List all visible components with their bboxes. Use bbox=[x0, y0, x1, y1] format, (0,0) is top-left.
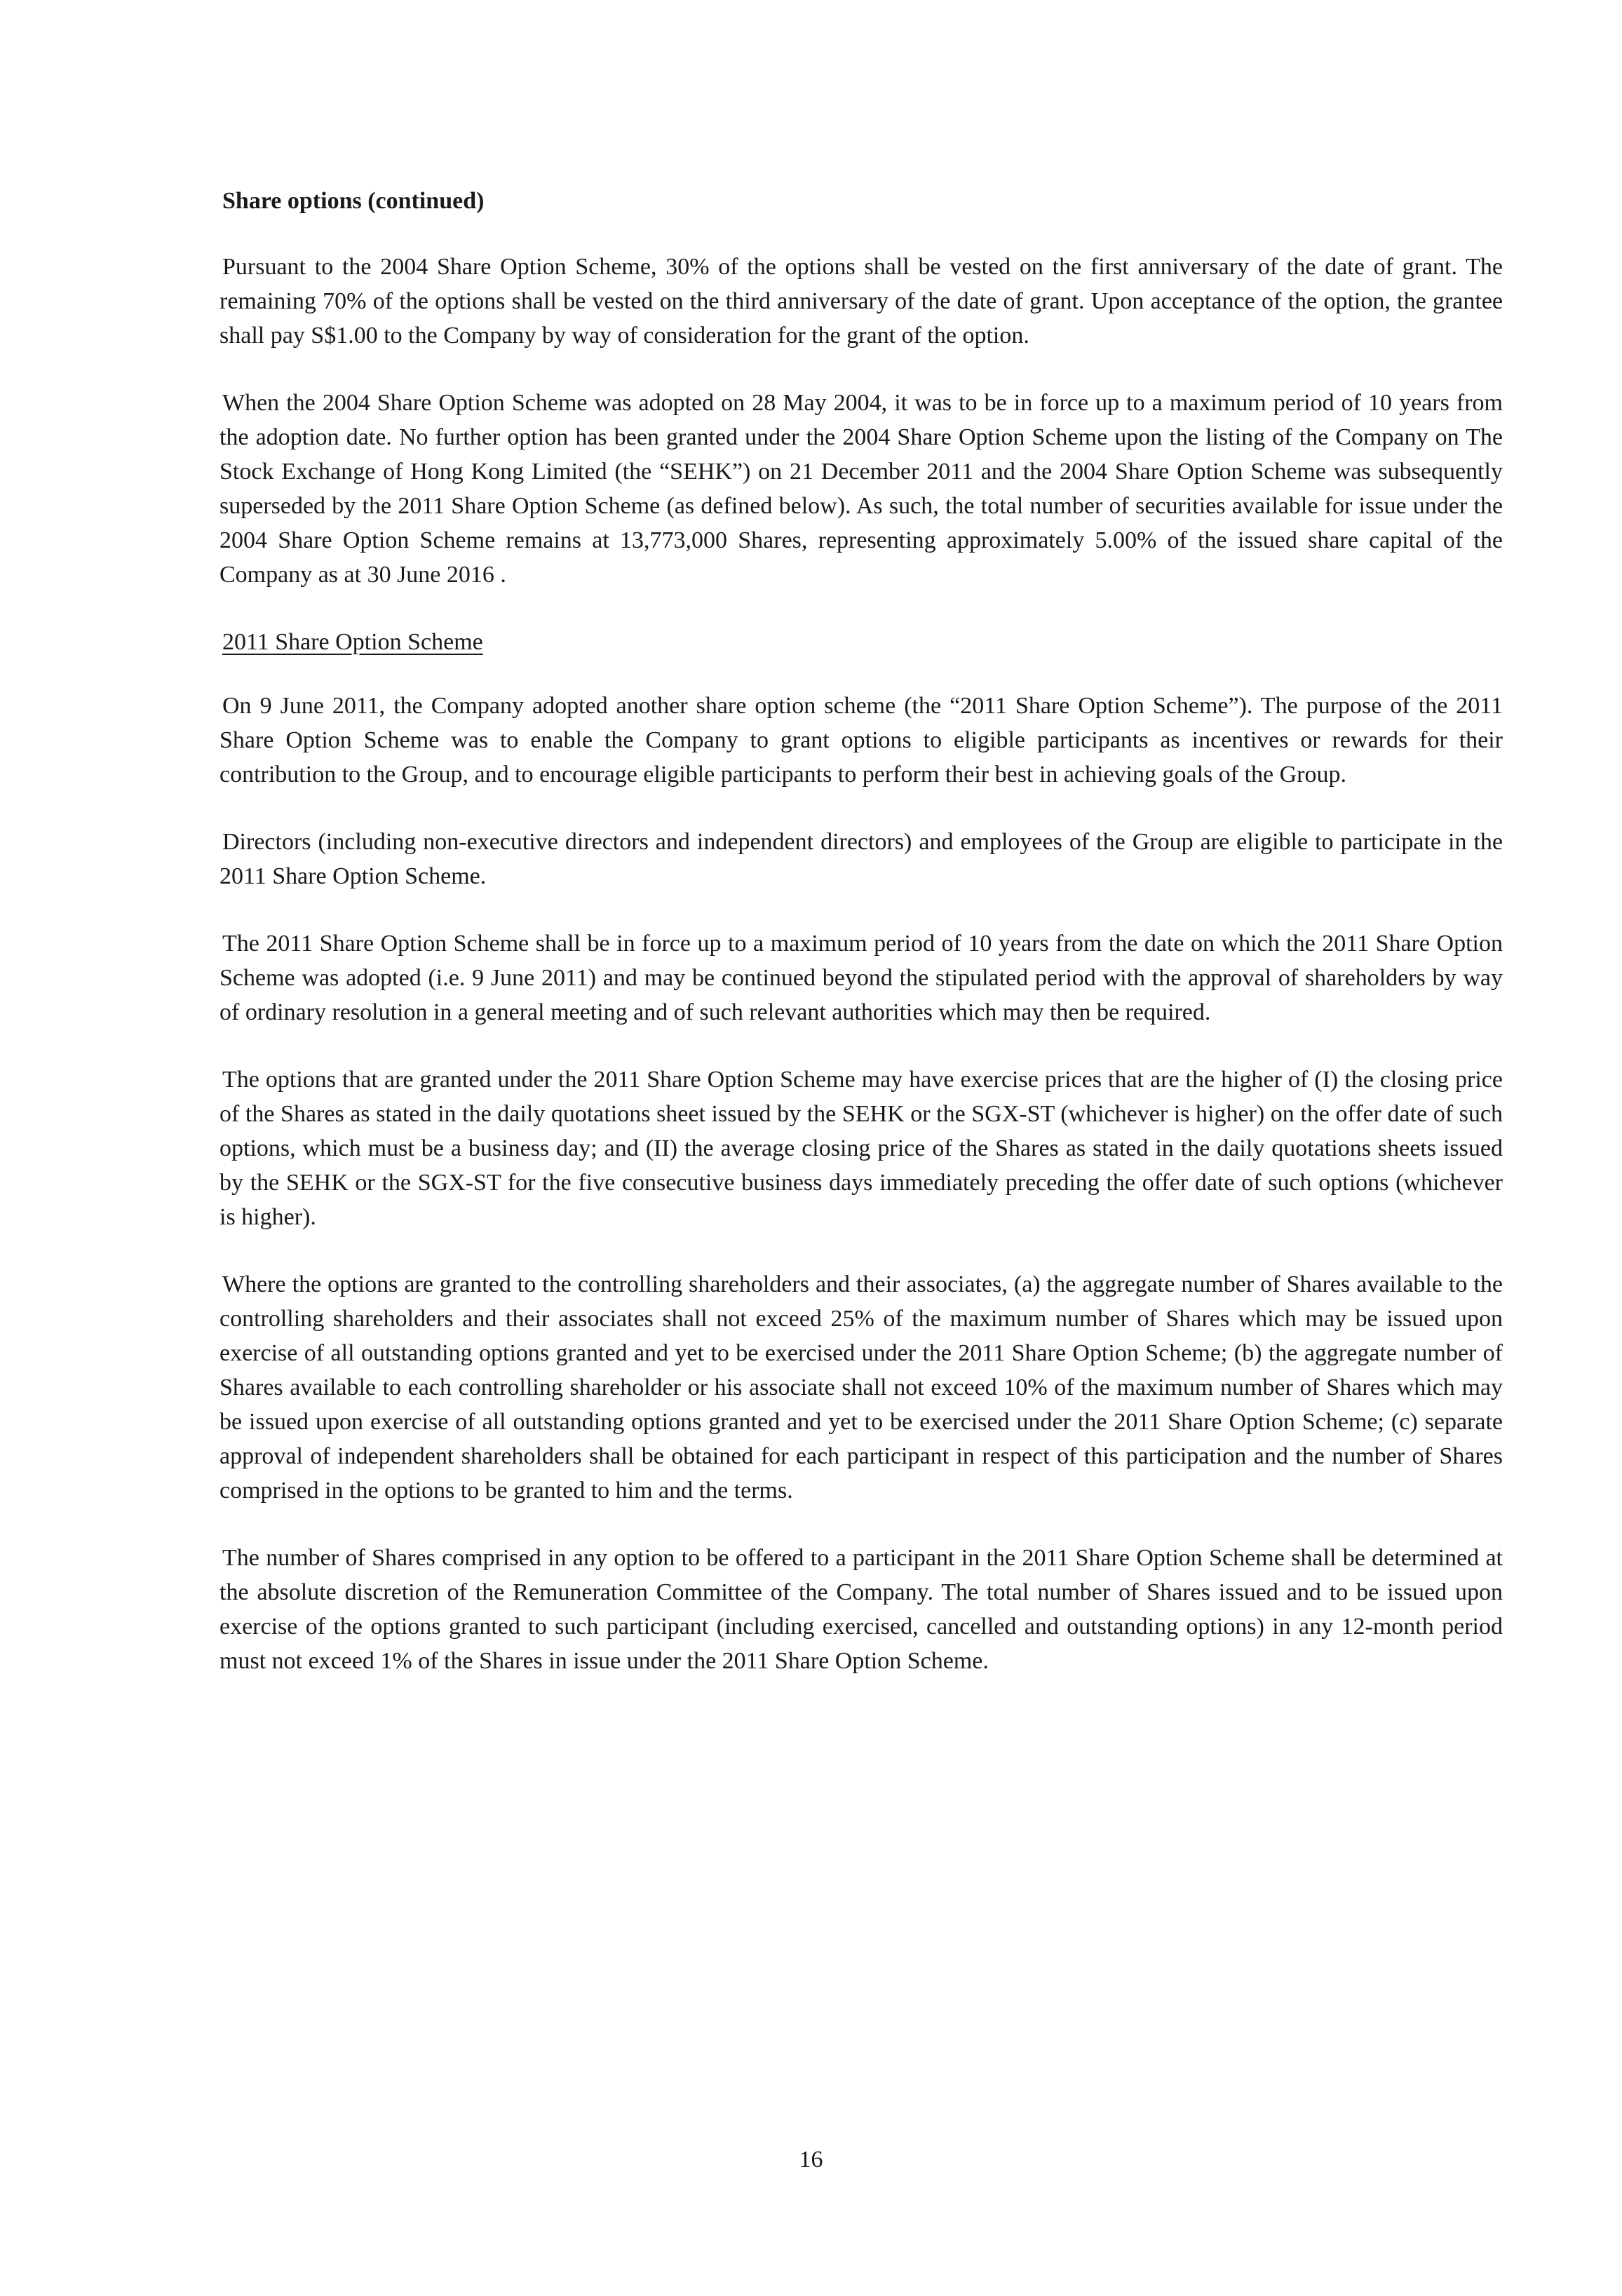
paragraph-number-of-shares: The number of Shares comprised in any option to be offered to a participant in the 2011 Share Option Scheme shall be determined at the absolute discretion of the Remuneration Committee of the Company. The total number of Shares issued and to be issued upon exercise of the options granted to such participant (including exercised, cancelled and outstanding options) in any 12-month period must not exceed 1% of the Shares in issue under the 2011 Share Option Scheme. bbox=[219, 1545, 1503, 1674]
paragraph-2011-adoption: On 9 June 2011, the Company adopted another share option scheme (the “2011 Share Option Scheme”). The purpose of the 2011 Share Option Scheme was to enable the Company to grant options to eligible participants as incentives or rewards for their contribution to the Group, and to encourage eligible participants to perform their best in achieving goals of the Group. bbox=[219, 693, 1503, 788]
paragraph-2004-scheme-adoption: When the 2004 Share Option Scheme was adopted on 28 May 2004, it was to be in force up to a maximum period of 10 years from the adoption date. No further option has been granted under the 2004 Share Option Scheme upon the listing of the Company on The Stock Exchange of Hong Kong Limited (the “SEHK”) on 21 December 2011 and the 2004 Share Option Scheme was subsequently superseded by the 2011 Share Option Scheme (as defined below). As such, the total number of securities available for issue under the 2004 Share Option Scheme remains at 13,773,000 Shares, representing approximately 5.00% of the issued share capital of the Company as at 30 June 2016 . bbox=[219, 390, 1503, 588]
paragraph-controlling-shareholders: Where the options are granted to the controlling shareholders and their associates, (a) the aggregate number of Shares available to the controlling shareholders and their associates shall not exceed 25% of the maximum number of Shares which may be issued upon exercise of all outstanding options granted and yet to be exercised under the 2011 Share Option Scheme; (b) the aggregate number of Shares available to each controlling shareholder or his associate shall not exceed 10% of the maximum number of Shares which may be issued upon exercise of all outstanding options granted and yet to be exercised under the 2011 Share Option Scheme; (c) separate approval of independent shareholders shall be obtained for each participant in respect of this participation and the number of Shares comprised in the options to be granted to him and the terms. bbox=[219, 1271, 1503, 1504]
paragraph-duration: The 2011 Share Option Scheme shall be in force up to a maximum period of 10 years from the date on which the 2011 Share Option Scheme was adopted (i.e. 9 June 2011) and may be continued beyond the stipulated period with the approval of shareholders by way of ordinary resolution in a general meeting and of such relevant authorities which may then be required. bbox=[219, 931, 1503, 1025]
page-number: 16 bbox=[799, 2147, 823, 2173]
section-heading: Share options (continued) bbox=[222, 188, 485, 214]
paragraph-vesting: Pursuant to the 2004 Share Option Scheme, 30% of the options shall be vested on the first anniversary of the date of grant. The remaining 70% of the options shall be vested on the third anniversary of the date of grant. Upon acceptance of the option, the grantee shall pay S$1.00 to the Company by way of consideration for the grant of the option. bbox=[219, 254, 1503, 349]
subheading-2011-scheme bbox=[219, 625, 1503, 659]
paragraph-eligibility: Directors (including non-executive directors and independent directors) and employees of the Group are eligible to participate in the 2011 Share Option Scheme. bbox=[219, 829, 1503, 889]
page-content bbox=[219, 184, 1503, 1711]
paragraph-exercise-prices: The options that are granted under the 2011 Share Option Scheme may have exercise prices that are the higher of (I) the closing price of the Shares as stated in the daily quotations sheet issued by the SEHK or the SGX-ST (whichever is higher) on the offer date of such options, which must be a business day; and (II) the average closing price of the Shares as stated in the daily quotations sheets issued by the SEHK or the SGX-ST for the five consecutive business days immediately preceding the offer date of such options (whichever is higher). bbox=[219, 1067, 1503, 1230]
subheading-text: 2011 Share Option Scheme bbox=[222, 629, 483, 655]
